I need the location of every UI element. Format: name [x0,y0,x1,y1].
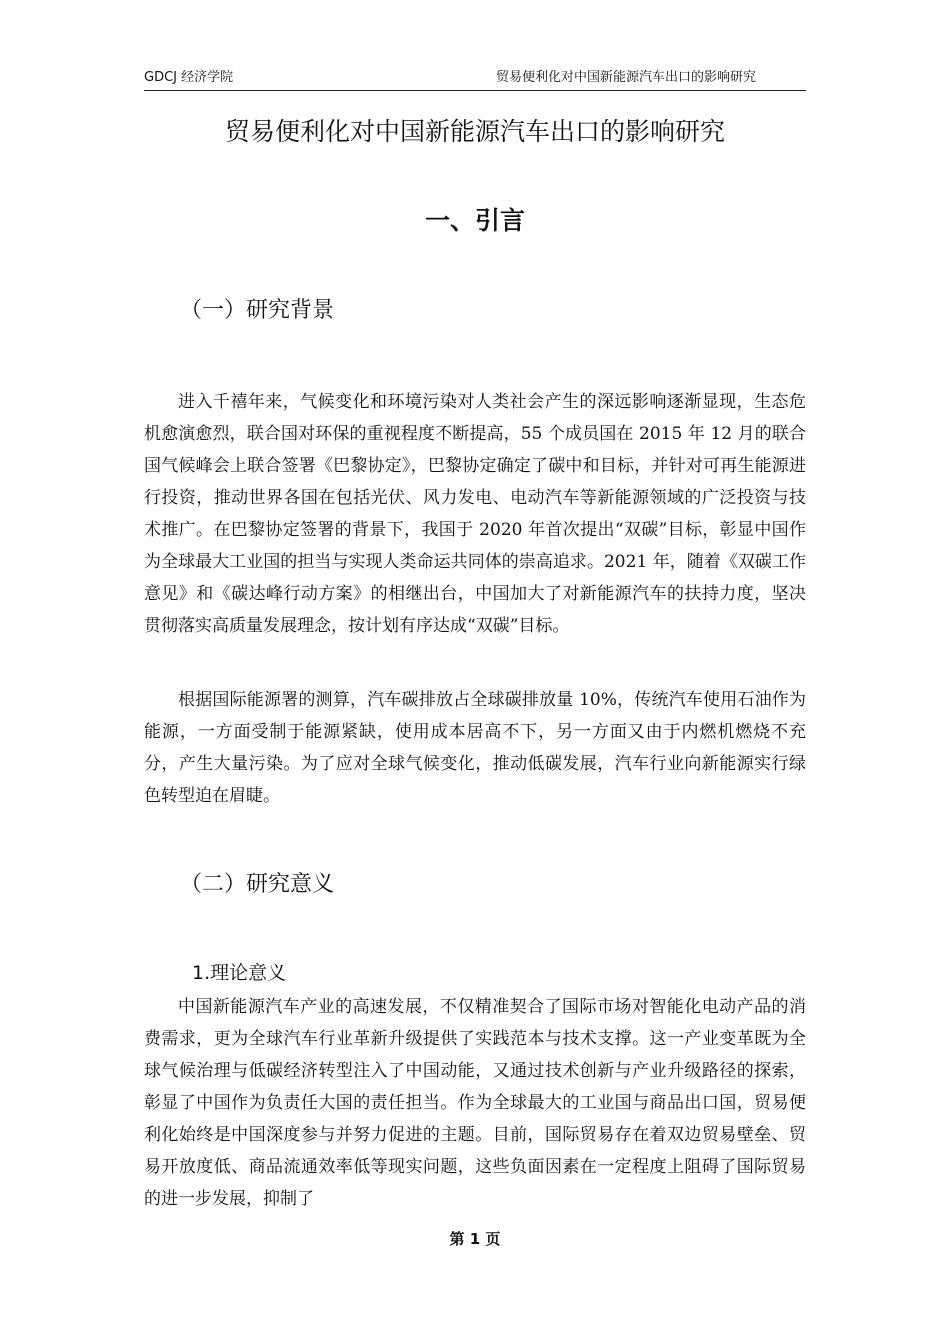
document-title: 贸易便利化对中国新能源汽车出口的影响研究 [224,117,725,146]
header-running-title: 贸易便利化对中国新能源汽车出口的影响研究 [495,70,756,85]
item-heading-theoretical-significance: 1.理论意义 [192,962,287,984]
paragraph-background-2: 根据国际能源署的测算，汽车碳排放占全球碳排放量 10%，传统汽车使用石油作为能源，一方面受制于能源紧缺，使用成本居高不下，另一方面又由于内燃机燃烧不充分，产生大量污染。为了应对全球气候变化，推动低碳发展，汽车行业向新能源实行绿色转型迫在眉睫。 [144,690,806,806]
subsection-heading-background: （一）研究背景 [180,298,335,323]
section-heading-introduction: 一、引言 [424,206,525,235]
page-number: 第 1 页 [449,1230,501,1248]
header-institution: GDCJ 经济学院 [144,70,234,85]
paragraph-theoretical-significance: 中国新能源汽车产业的高速发展，不仅精准契合了国际市场对智能化电动产品的消费需求，更为全球汽车行业革新升级提供了实践范本与技术支撑。这一产业变革既为全球气候治理与低碳经济转型注入了中国动能，又通过技术创新与产业升级路径的探索，彰显了中国作为负责任大国的责任担当。作为全球最大的工业国与商品出口国，贸易便利化始终是中国深度参与并努力促进的主题。目前，国际贸易存在着双边贸易壁垒、贸易开放度低、商品流通效率低等现实问题，这些负面因素在一定程度上阻碍了国际贸易的进一步发展，抑制了 [144,997,806,1209]
subsection-heading-significance: （二）研究意义 [180,872,335,897]
page-header [144,68,806,91]
paragraph-background-1: 进入千禧年来，气候变化和环境污染对人类社会产生的深远影响逐渐显现，生态危机愈演愈烈，联合国对环保的重视程度不断提高，55 个成员国在 2015 年 12 月的联合国气候峰会上联合签署《巴黎协定》，巴黎协定确定了碳中和目标，并针对可再生能源进行投资，推动世界各国在包括光伏、风力发电、电动汽车等新能源领域的广泛投资与技术推广。在巴黎协定签署的背景下，我国于 2020 年首次提出“双碳”目标，彰显中国作为全球最大工业国的担当与实现人类命运共同体的崇高追求。2021 年，随着《双碳工作意见》和《碳达峰行动方案》的相继出台，中国加大了对新能源汽车的扶持力度，坚决贯彻落实高质量发展理念，按计划有序达成“双碳”目标。 [144,392,806,636]
